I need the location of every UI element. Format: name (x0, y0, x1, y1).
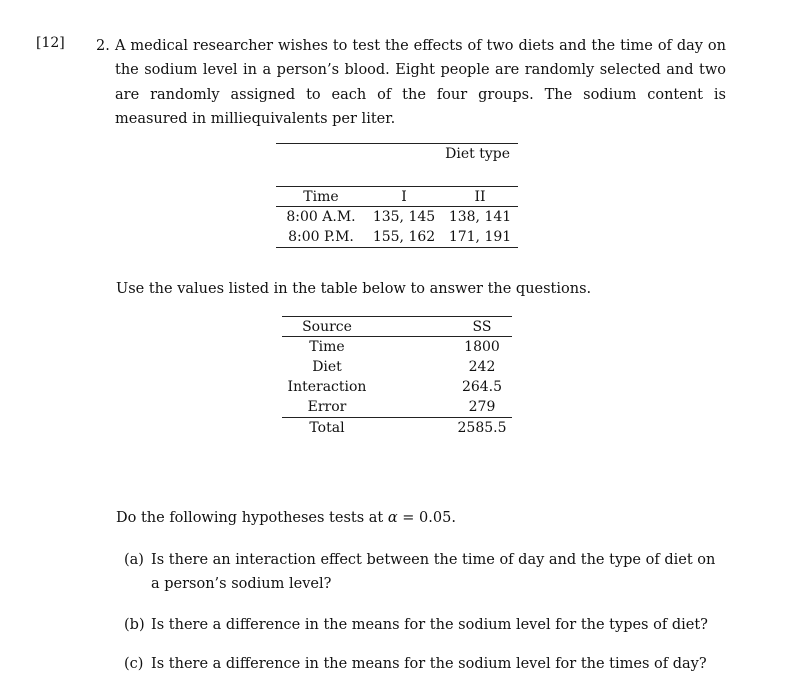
marks-label: [12] (36, 35, 65, 51)
part-c-label: (c) (124, 656, 144, 672)
row-am-diet-1: 135, 145 (372, 209, 436, 225)
ss-header-source: Source (282, 317, 372, 337)
sodium-data-table (276, 143, 518, 248)
alpha-symbol: α (387, 510, 398, 526)
problem-number: 2. (96, 38, 110, 54)
diet-type-header: Diet type (442, 144, 518, 169)
ss-source-time: Time (309, 339, 345, 355)
ss-value-error: 279 (452, 397, 512, 418)
row-pm-diet-1: 155, 162 (366, 227, 442, 248)
ss-source-error: Error (282, 397, 372, 418)
part-a (124, 548, 724, 597)
ss-header-ss: SS (452, 317, 512, 337)
col-header-diet-2: II (442, 187, 518, 207)
ss-value-diet: 242 (468, 359, 496, 375)
ss-table (282, 316, 512, 438)
ss-value-interaction: 264.5 (461, 379, 503, 395)
part-c-text: Is there a difference in the means for the sodium level for the times of day? (151, 656, 707, 672)
part-c (124, 652, 724, 676)
row-pm-time: 8:00 P.M. (276, 227, 366, 248)
part-a-text: Is there an interaction effect between the time of day and the type of diet on a person’s sodium level? (151, 552, 716, 593)
ss-source-total: Total (309, 420, 345, 436)
part-b (124, 613, 724, 637)
instruction-text: Use the values listed in the table below to answer the questions. (116, 281, 592, 297)
part-b-text: Is there a difference in the means for the sodium level for the types of diet? (151, 617, 708, 633)
col-header-time: Time (276, 187, 366, 207)
ss-value-total: 2585.5 (457, 420, 507, 436)
problem-stem: A medical researcher wishes to test the effects of two diets and the time of day on the sodium level in a person’s blood. Eight people are randomly selected and two are randomly assigned to each of the four groups. The sodium content is measured in milliequivalents per liter. (115, 38, 726, 127)
alpha-value: = 0.05. (402, 510, 456, 526)
hypothesis-intro (116, 510, 456, 526)
ss-source-diet: Diet (312, 359, 342, 375)
ss-source-interaction: Interaction (287, 379, 367, 395)
ss-value-time: 1800 (464, 339, 500, 355)
row-am-diet-2: 138, 141 (448, 209, 512, 225)
part-b-label: (b) (124, 617, 145, 633)
part-a-label: (a) (124, 552, 144, 568)
row-am-time: 8:00 A.M. (286, 209, 356, 225)
col-header-diet-1: I (366, 187, 442, 207)
row-pm-diet-2: 171, 191 (442, 227, 518, 248)
hypothesis-intro-text: Do the following hypotheses tests at (116, 510, 384, 526)
problem-2 (96, 34, 726, 131)
